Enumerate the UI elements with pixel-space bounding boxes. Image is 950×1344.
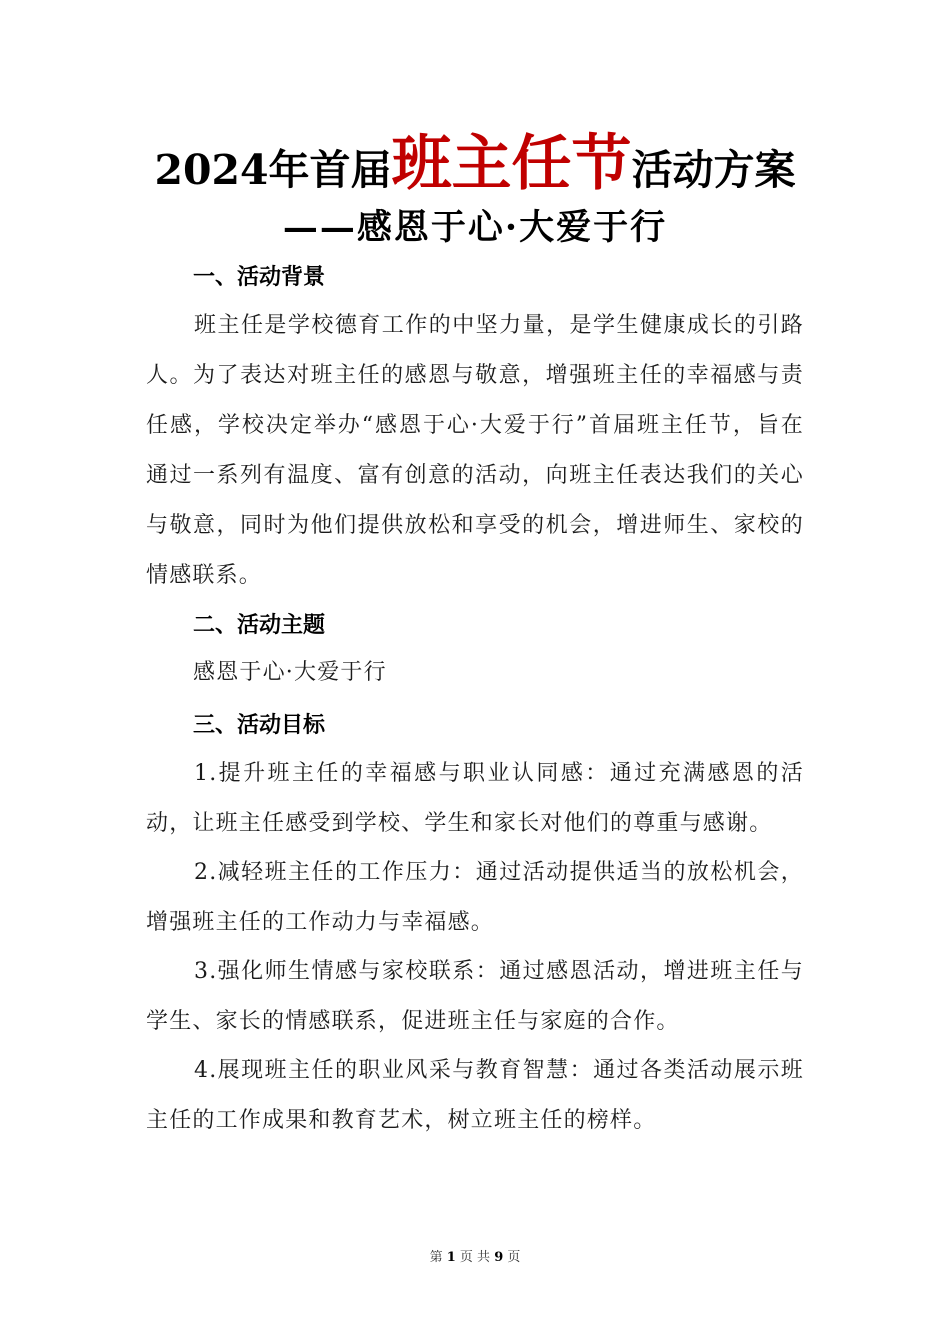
footer-total-pages: 9	[494, 1250, 504, 1265]
title-suffix: 活动方案	[631, 146, 796, 194]
page-footer	[0, 1246, 950, 1265]
section-heading-theme: 二、活动主题	[193, 612, 326, 638]
goal-item-2: 2.减轻班主任的工作压力：通过活动提供适当的放松机会，增强班主任的工作动力与幸福感。	[146, 860, 804, 935]
goal-item-4: 4.展现班主任的职业风采与教育智慧：通过各类活动展示班主任的工作成果和教育艺术，树立班主任的榜样。	[146, 1058, 804, 1133]
title-prefix: 2024年首届	[154, 146, 392, 194]
document-subtitle: ——感恩于心·大爱于行	[282, 207, 668, 248]
section-heading-goals: 三、活动目标	[193, 712, 326, 738]
paragraph-theme: 感恩于心·大爱于行	[193, 660, 387, 685]
title-highlight: 班主任节	[391, 129, 632, 199]
section-heading-background: 一、活动背景	[193, 264, 326, 290]
footer-page-number: 1	[446, 1250, 456, 1265]
goal-item-1: 1.提升班主任的幸福感与职业认同感：通过充满感恩的活动，让班主任感受到学校、学生和家长对他们的尊重与感谢。	[146, 761, 804, 836]
paragraph-background: 班主任是学校德育工作的中坚力量，是学生健康成长的引路人。为了表达对班主任的感恩与敬意，增强班主任的幸福感与责任感，学校决定举办“感恩于心·大爱于行”首届班主任节，旨在通过一系列有温度、富有创意的活动，向班主任表达我们的关心与敬意，同时为他们提供放松和享受的机会，增进师生、家校的情感联系。	[146, 313, 804, 588]
goal-item-3: 3.强化师生情感与家校联系：通过感恩活动，增进班主任与学生、家长的情感联系，促进班主任与家庭的合作。	[146, 959, 804, 1034]
document-title	[0, 128, 950, 206]
footer-pre: 第	[429, 1250, 443, 1265]
footer-post: 页	[507, 1250, 521, 1265]
footer-mid: 页 共	[459, 1250, 491, 1265]
